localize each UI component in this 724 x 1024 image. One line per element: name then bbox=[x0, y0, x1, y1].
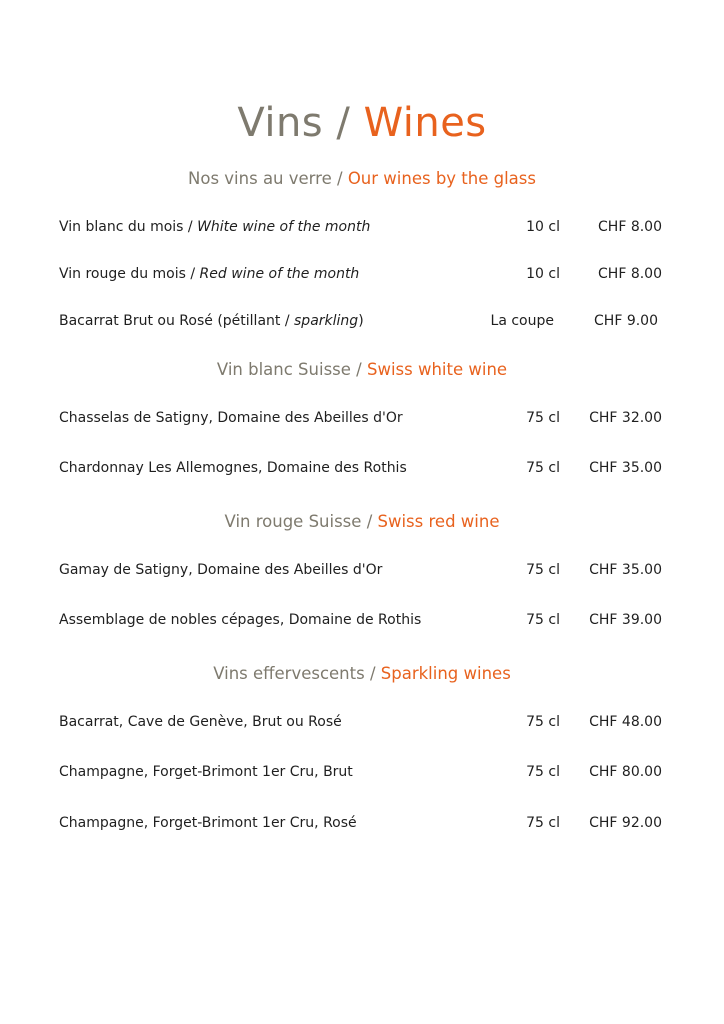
item-name-fr: Bacarrat Brut ou Rosé (pétillant / bbox=[59, 313, 295, 329]
item-size: 75 cl bbox=[526, 612, 560, 628]
section-title-en: Swiss white wine bbox=[366, 360, 508, 379]
section-title-separator: / bbox=[369, 664, 376, 683]
section-title-fr: Nos vins au verre bbox=[188, 169, 332, 188]
item-name bbox=[59, 309, 364, 333]
item-size: 10 cl bbox=[526, 219, 560, 235]
item-name-suffix: ) bbox=[358, 313, 364, 329]
menu-item bbox=[0, 710, 724, 734]
item-name: Assemblage de nobles cépages, Domaine de Rothis bbox=[59, 612, 422, 628]
item-name-en: White wine of the month bbox=[197, 219, 371, 235]
section-title-swiss-red bbox=[0, 510, 724, 534]
section-title-sparkling bbox=[0, 662, 724, 686]
menu-item bbox=[0, 811, 724, 835]
section-title-glass bbox=[0, 167, 724, 191]
item-name bbox=[59, 262, 359, 286]
item-price: CHF 92.00 bbox=[589, 815, 662, 831]
item-name: Bacarrat, Cave de Genève, Brut ou Rosé bbox=[59, 714, 342, 730]
item-price: CHF 9.00 bbox=[594, 313, 658, 329]
item-price: CHF 8.00 bbox=[598, 219, 662, 235]
item-name: Champagne, Forget-Brimont 1er Cru, Rosé bbox=[59, 815, 357, 831]
item-price: CHF 35.00 bbox=[589, 460, 662, 476]
page-title-fr: Vins bbox=[237, 99, 324, 146]
section-title-fr: Vin rouge Suisse bbox=[224, 512, 362, 531]
menu-item bbox=[0, 558, 724, 582]
item-price: CHF 39.00 bbox=[589, 612, 662, 628]
section-title-separator: / bbox=[356, 360, 362, 379]
section-title-en: Our wines by the glass bbox=[347, 169, 536, 188]
item-size: 10 cl bbox=[526, 266, 560, 282]
item-price: CHF 35.00 bbox=[589, 562, 662, 578]
item-price: CHF 32.00 bbox=[589, 410, 662, 426]
item-size: 75 cl bbox=[526, 764, 560, 780]
section-title-swiss-white bbox=[0, 358, 724, 382]
item-name-fr: Vin blanc du mois / bbox=[59, 219, 198, 235]
section-title-fr: Vins effervescents bbox=[213, 664, 365, 683]
menu-item bbox=[0, 608, 724, 632]
section-title-separator: / bbox=[337, 169, 343, 188]
item-name: Gamay de Satigny, Domaine des Abeilles d'Or bbox=[59, 562, 383, 578]
item-size: La coupe bbox=[490, 313, 554, 329]
item-name-en: sparkling bbox=[294, 313, 359, 329]
item-price: CHF 80.00 bbox=[589, 764, 662, 780]
item-size: 75 cl bbox=[526, 460, 560, 476]
section-title-separator: / bbox=[366, 512, 373, 531]
item-price: CHF 48.00 bbox=[589, 714, 662, 730]
page-title-separator: / bbox=[336, 99, 351, 146]
menu-item bbox=[0, 309, 724, 333]
item-name: Chasselas de Satigny, Domaine des Abeilles d'Or bbox=[59, 410, 403, 426]
item-name: Chardonnay Les Allemognes, Domaine des Rothis bbox=[59, 460, 407, 476]
menu-item bbox=[0, 760, 724, 784]
section-title-fr: Vin blanc Suisse bbox=[216, 360, 351, 379]
menu-item bbox=[0, 456, 724, 480]
item-size: 75 cl bbox=[526, 815, 560, 831]
item-name-fr: Vin rouge du mois / bbox=[59, 266, 200, 282]
menu-item bbox=[0, 406, 724, 430]
item-size: 75 cl bbox=[526, 714, 560, 730]
item-name-en: Red wine of the month bbox=[199, 266, 360, 282]
menu-item bbox=[0, 262, 724, 286]
menu-item bbox=[0, 215, 724, 239]
item-price: CHF 8.00 bbox=[598, 266, 662, 282]
item-name: Champagne, Forget-Brimont 1er Cru, Brut bbox=[59, 764, 353, 780]
page-title-en: Wines bbox=[363, 99, 487, 146]
section-title-en: Sparkling wines bbox=[380, 664, 511, 683]
item-size: 75 cl bbox=[526, 562, 560, 578]
page-title bbox=[0, 97, 724, 149]
item-size: 75 cl bbox=[526, 410, 560, 426]
item-name bbox=[59, 215, 370, 239]
section-title-en: Swiss red wine bbox=[377, 512, 500, 531]
